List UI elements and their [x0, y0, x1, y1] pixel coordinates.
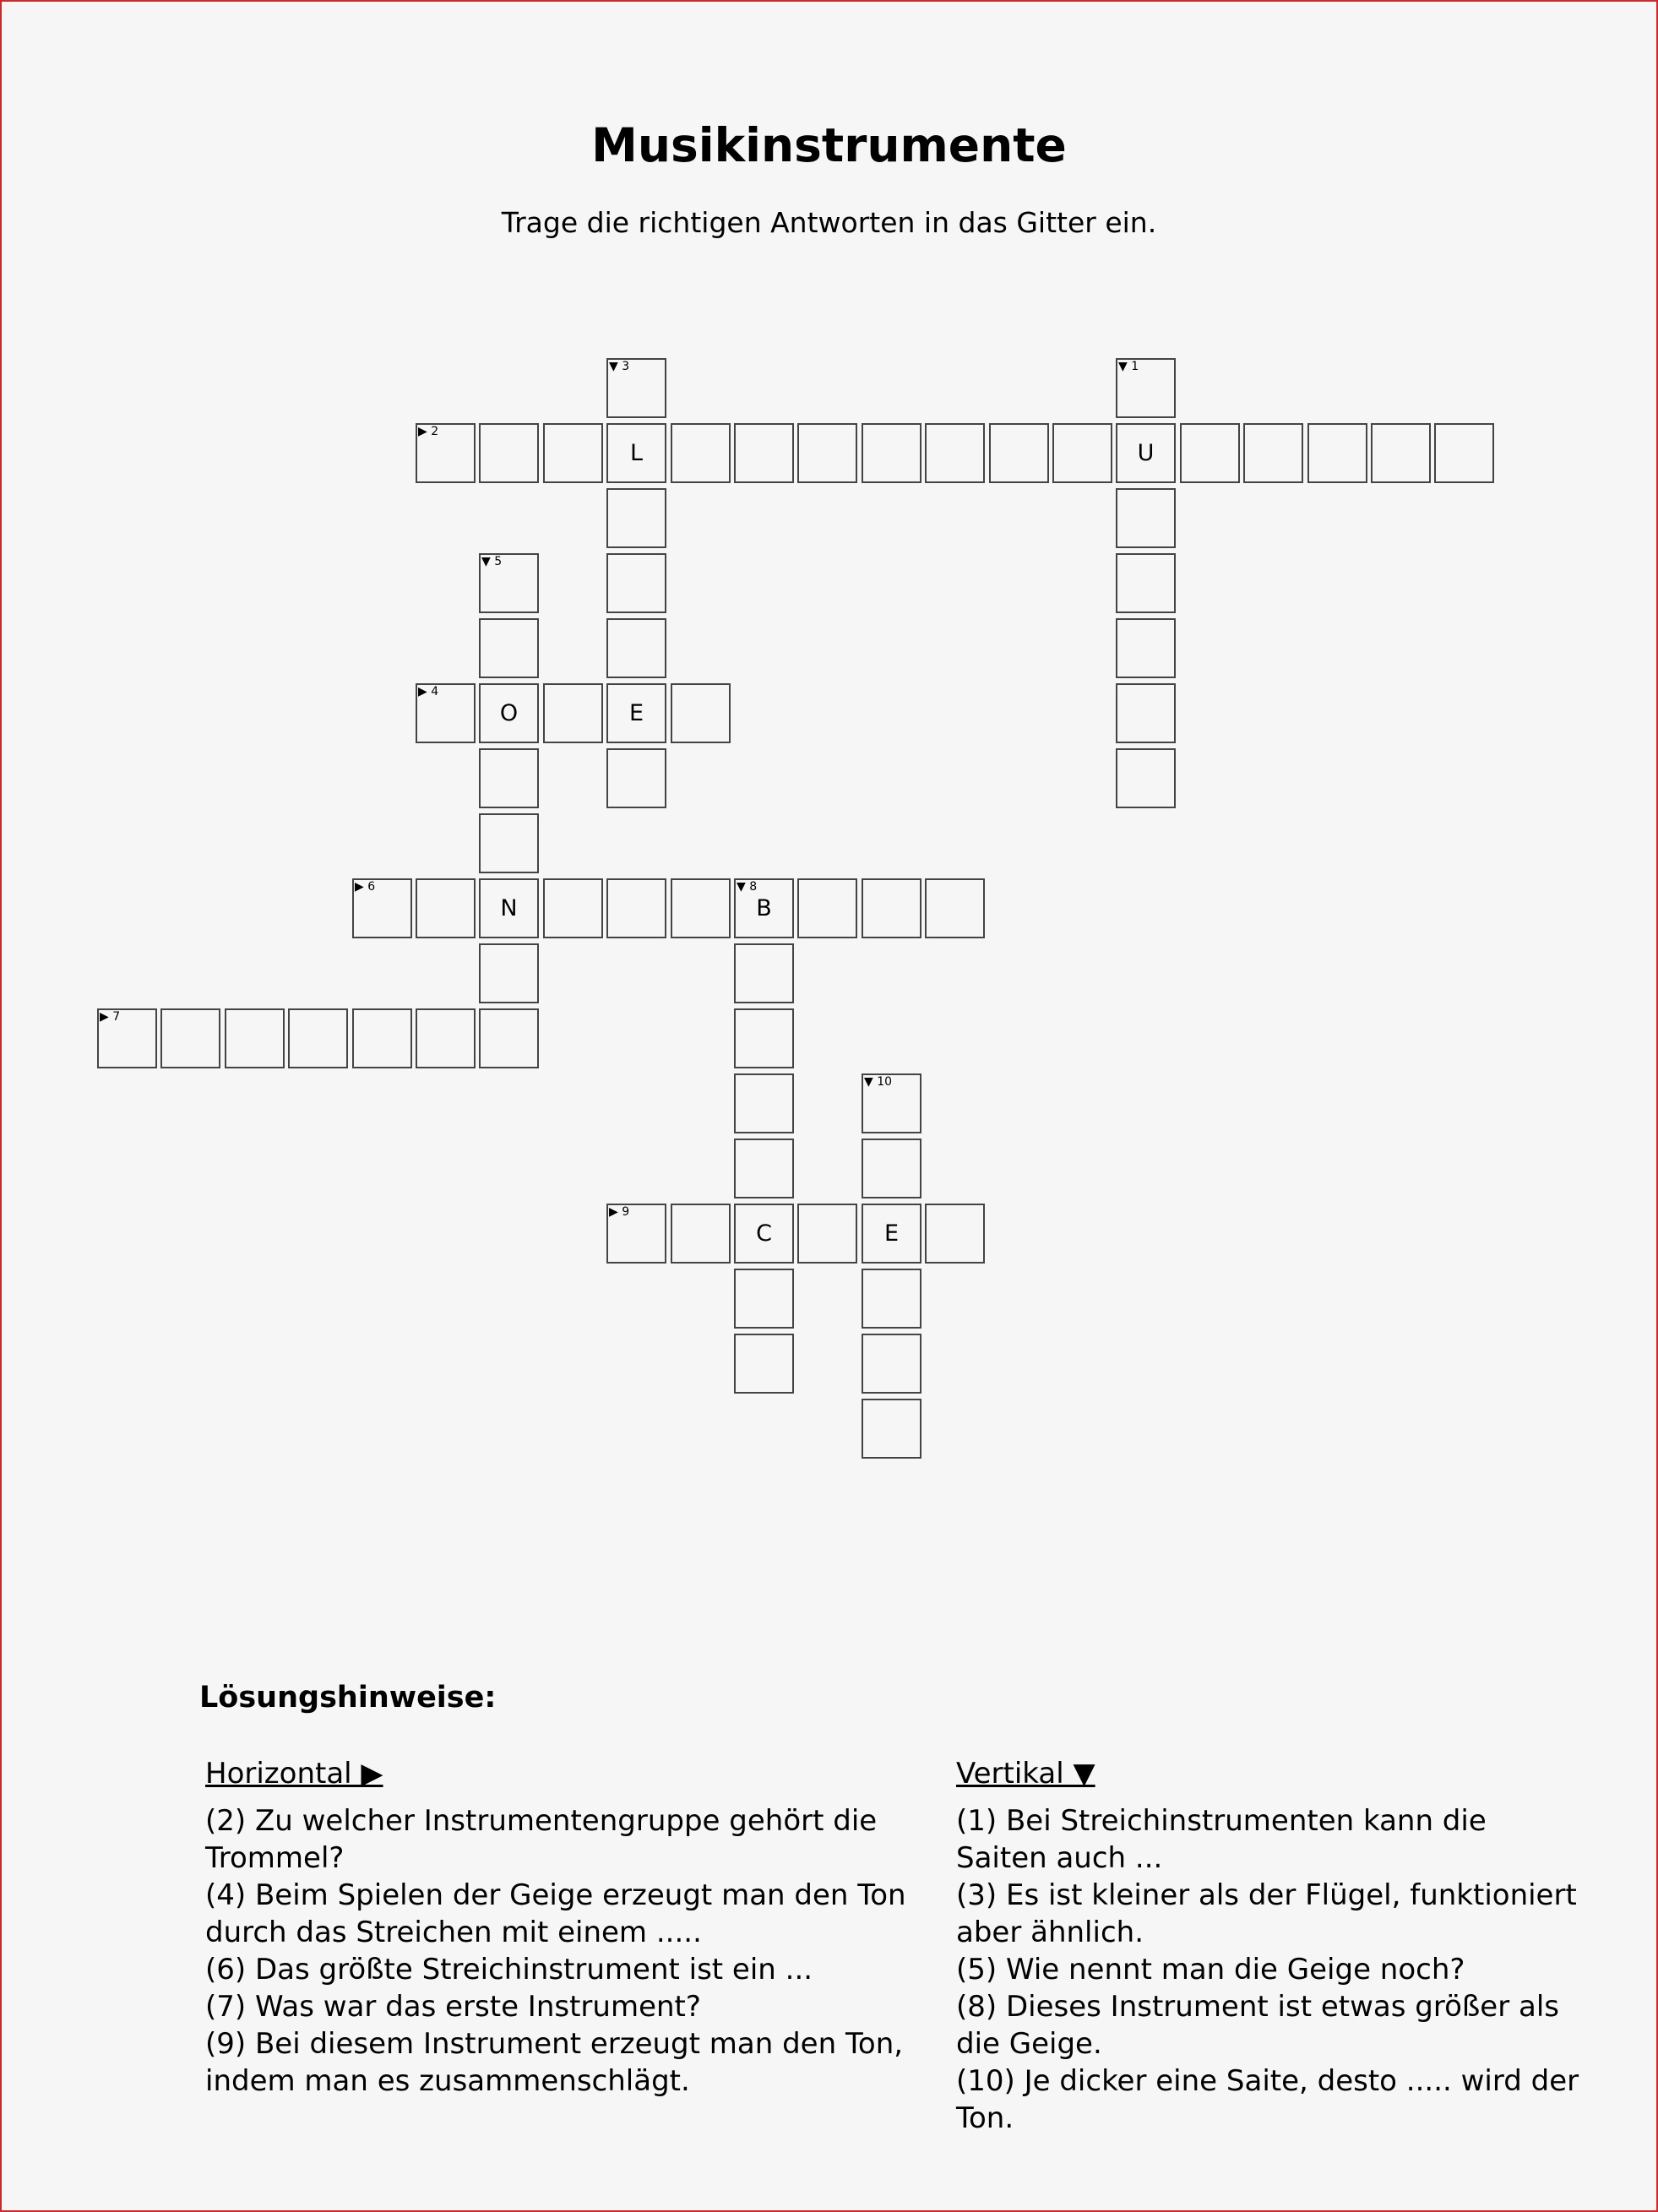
instructions: Trage die richtigen Antworten in das Gitter ein. — [501, 206, 1157, 239]
clue-number: ▶ 6 — [355, 880, 376, 894]
clue-number: ▼ 1 — [1118, 360, 1139, 373]
crossword-cell[interactable] — [671, 1204, 731, 1264]
crossword-cell[interactable] — [352, 1008, 412, 1068]
clue-number: ▼ 8 — [737, 880, 758, 894]
crossword-cell[interactable] — [862, 423, 921, 483]
crossword-cell[interactable] — [1116, 358, 1176, 418]
crossword-cell[interactable] — [797, 878, 857, 938]
crossword-cell[interactable] — [606, 878, 666, 938]
crossword-cell[interactable] — [734, 1334, 794, 1394]
cell-letter: E — [883, 1220, 900, 1247]
clue-item: (4) Beim Spielen der Geige erzeugt man den Ton durch das Streichen mit einem ..... — [205, 1878, 906, 1949]
crossword-cell[interactable] — [606, 358, 666, 418]
crossword-cell[interactable] — [606, 488, 666, 548]
crossword-cell[interactable] — [734, 1269, 794, 1329]
crossword-cell[interactable] — [479, 423, 539, 483]
clue-number: ▶ 2 — [418, 425, 439, 438]
cell-letter: N — [500, 895, 518, 921]
crossword-cell[interactable] — [606, 553, 666, 613]
crossword-cell[interactable] — [225, 1008, 285, 1068]
crossword-cell[interactable] — [606, 748, 666, 808]
crossword-cell[interactable] — [479, 813, 539, 873]
crossword-cell[interactable] — [1434, 423, 1494, 483]
crossword-cell[interactable] — [1116, 423, 1176, 483]
crossword-cell[interactable] — [925, 878, 985, 938]
crossword-cell[interactable] — [606, 423, 666, 483]
crossword-cell[interactable] — [479, 553, 539, 613]
horizontal-heading: Horizontal ▶ — [205, 1757, 383, 1791]
crossword-cell[interactable] — [606, 1204, 666, 1264]
vertical-heading: Vertikal ▼ — [956, 1757, 1095, 1791]
crossword-cell[interactable] — [671, 878, 731, 938]
crossword-cell[interactable] — [1116, 618, 1176, 678]
crossword-cell[interactable] — [352, 878, 412, 938]
crossword-cell[interactable] — [479, 748, 539, 808]
crossword-cell[interactable] — [671, 683, 731, 743]
clue-item: (2) Zu welcher Instrumentengruppe gehört die Trommel? — [205, 1804, 878, 1875]
clue-number: ▼ 10 — [864, 1075, 893, 1089]
crossword-cell[interactable] — [734, 1139, 794, 1198]
crossword-cell[interactable] — [1116, 553, 1176, 613]
crossword-cell[interactable] — [925, 423, 985, 483]
clue-number: ▶ 7 — [100, 1010, 121, 1024]
crossword-cell[interactable] — [1307, 423, 1367, 483]
crossword-cell[interactable] — [671, 423, 731, 483]
crossword-cell[interactable] — [479, 683, 539, 743]
solutions-heading: Lösungshinweise: — [199, 1681, 497, 1715]
clue-item: (1) Bei Streichinstrumenten kann die Saiten auch ... — [956, 1804, 1487, 1875]
crossword-cell[interactable] — [862, 878, 921, 938]
crossword-cell[interactable] — [862, 1139, 921, 1198]
cell-letter: C — [756, 1220, 772, 1247]
vertical-clues — [956, 1755, 1581, 2137]
cell-letter: L — [629, 440, 644, 466]
clue-item: (8) Dieses Instrument ist etwas größer als die Geige. — [956, 1990, 1559, 2061]
crossword-cell[interactable] — [734, 878, 794, 938]
clue-item: (7) Was war das erste Instrument? — [205, 1990, 701, 2024]
crossword-cell[interactable] — [1116, 748, 1176, 808]
crossword-cell[interactable] — [1116, 488, 1176, 548]
clue-number: ▼ 3 — [609, 360, 630, 373]
crossword-cell[interactable] — [734, 1204, 794, 1264]
horizontal-clues — [205, 1755, 906, 2100]
cell-letter: O — [499, 700, 519, 726]
crossword-cell[interactable] — [543, 683, 603, 743]
clue-item: (5) Wie nennt man die Geige noch? — [956, 1953, 1465, 1986]
crossword-cell[interactable] — [543, 878, 603, 938]
crossword-cell[interactable] — [862, 1399, 921, 1459]
crossword-cell[interactable] — [416, 1008, 476, 1068]
cell-letter: U — [1137, 440, 1155, 466]
crossword-cell[interactable] — [734, 943, 794, 1003]
crossword-cell[interactable] — [862, 1334, 921, 1394]
crossword-cell[interactable] — [989, 423, 1049, 483]
crossword-cell[interactable] — [479, 1008, 539, 1068]
clue-item: (6) Das größte Streichinstrument ist ein ... — [205, 1953, 813, 1986]
crossword-cell[interactable] — [479, 878, 539, 938]
crossword-cell[interactable] — [1116, 683, 1176, 743]
crossword-cell[interactable] — [97, 1008, 157, 1068]
crossword-cell[interactable] — [479, 618, 539, 678]
crossword-cell[interactable] — [797, 423, 857, 483]
crossword-cell[interactable] — [416, 423, 476, 483]
page-title: Musikinstrumente — [591, 118, 1067, 172]
crossword-cell[interactable] — [288, 1008, 348, 1068]
crossword-cell[interactable] — [734, 423, 794, 483]
crossword-cell[interactable] — [1243, 423, 1303, 483]
crossword-cell[interactable] — [862, 1269, 921, 1329]
crossword-cell[interactable] — [734, 1073, 794, 1133]
clue-number: ▶ 9 — [609, 1205, 630, 1219]
clue-item: (3) Es ist kleiner als der Flügel, funktioniert aber ähnlich. — [956, 1878, 1577, 1949]
crossword-cell[interactable] — [479, 943, 539, 1003]
crossword-cell[interactable] — [543, 423, 603, 483]
cell-letter: B — [756, 895, 772, 921]
crossword-cell[interactable] — [416, 878, 476, 938]
cell-letter: E — [628, 700, 644, 726]
clue-number: ▼ 5 — [481, 555, 503, 568]
crossword-cell[interactable] — [416, 683, 476, 743]
crossword-cell[interactable] — [1052, 423, 1112, 483]
crossword-cell[interactable] — [862, 1204, 921, 1264]
crossword-cell[interactable] — [160, 1008, 220, 1068]
clue-item: (10) Je dicker eine Saite, desto ..... wird der Ton. — [956, 2064, 1579, 2135]
crossword-cell[interactable] — [1180, 423, 1240, 483]
crossword-cell[interactable] — [606, 683, 666, 743]
crossword-cell[interactable] — [862, 1073, 921, 1133]
clue-number: ▶ 4 — [418, 685, 439, 698]
crossword-cell[interactable] — [925, 1204, 985, 1264]
crossword-cell[interactable] — [734, 1008, 794, 1068]
crossword-cell[interactable] — [606, 618, 666, 678]
clue-item: (9) Bei diesem Instrument erzeugt man den Ton, indem man es zusammenschlägt. — [205, 2027, 904, 2098]
crossword-cell[interactable] — [1371, 423, 1431, 483]
crossword-cell[interactable] — [797, 1204, 857, 1264]
